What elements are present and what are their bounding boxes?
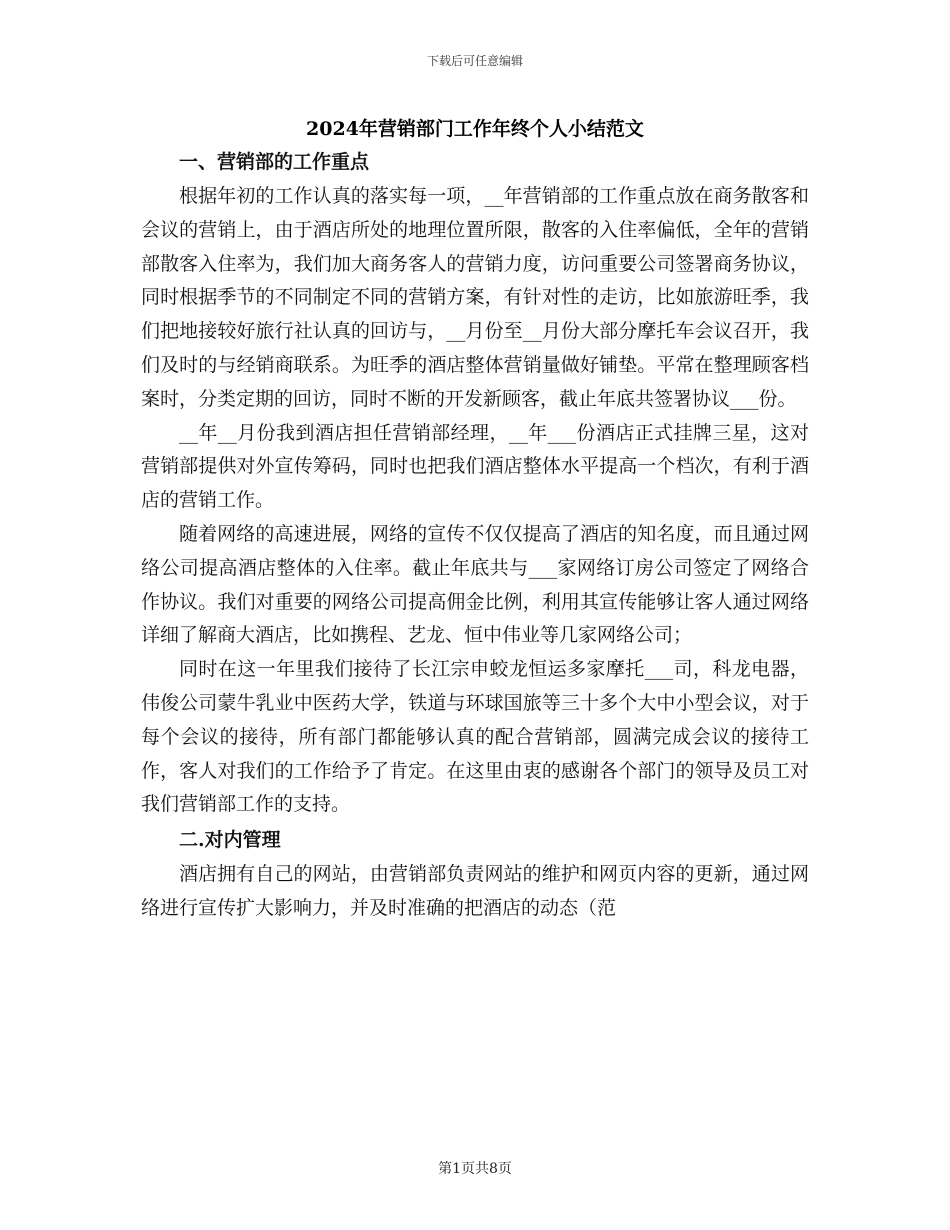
paragraph-1: 根据年初的工作认真的落实每一项，__年营销部的工作重点放在商务散客和会议的营销上，由于酒店所处的地理位置所限，散客的入住率偏低，全年的营销部散客入住率为，我们加大商务客人的营销力度，访问重要公司签署商务协议，同时根据季节的不同制定不同的营销方案，有针对性的走访，比如旅游旺季，我们把地接较好旅行社认真的回访与，__月份至__月份大部分摩托车会议召开，我们及时的与经销商联系。为旺季的酒店整体营销量做好铺垫。平常在整理顾客档案时，分类定期的回访，同时不断的开发新顾客，截止年底共签署协议___份。 — [141, 185, 809, 410]
document-body — [141, 144, 809, 926]
section-heading-internal-management: 二.对内管理 — [179, 829, 281, 852]
page-number-footer: 第1页共8页 — [438, 1161, 512, 1177]
header-note: 下载后可任意编辑 — [426, 54, 523, 68]
paragraph-5: 酒店拥有自己的网站，由营销部负责网站的维护和网页内容的更新，通过网络进行宣传扩大影响力，并及时准确的把酒店的动态（范 — [141, 863, 809, 919]
paragraph-3: 随着网络的高速进展，网络的宣传不仅仅提高了酒店的知名度，而且通过网络公司提高酒店整体的入住率。截止年底共与___家网络订房公司签定了网络合作协议。我们对重要的网络公司提高佣金比例，利用其宣传能够让客人通过网络详细了解商大酒店，比如携程、艺龙、恒中伟业等几家网络公司； — [141, 522, 809, 647]
section-heading-work-focus: 一、营销部的工作重点 — [179, 151, 370, 173]
paragraph-2: __年__月份我到酒店担任营销部经理，__年___份酒店正式挂牌三星，这对营销部提供对外宣传筹码，同时也把我们酒店整体水平提高一个档次，有利于酒店的营销工作。 — [141, 421, 809, 512]
paragraph-4: 同时在这一年里我们接待了长江宗申蛟龙恒运多家摩托___司，科龙电器，伟俊公司蒙牛乳业中医药大学，铁道与环球国旅等三十多个大中小型会议，对于每个会议的接待，所有部门都能够认真的配合营销部，圆满完成会议的接待工作，客人对我们的工作给予了肯定。在这里由衷的感谢各个部门的领导及员工对我们营销部工作的支持。 — [141, 658, 809, 816]
document-title: 2024年营销部门工作年终个人小结范文 — [306, 118, 644, 140]
